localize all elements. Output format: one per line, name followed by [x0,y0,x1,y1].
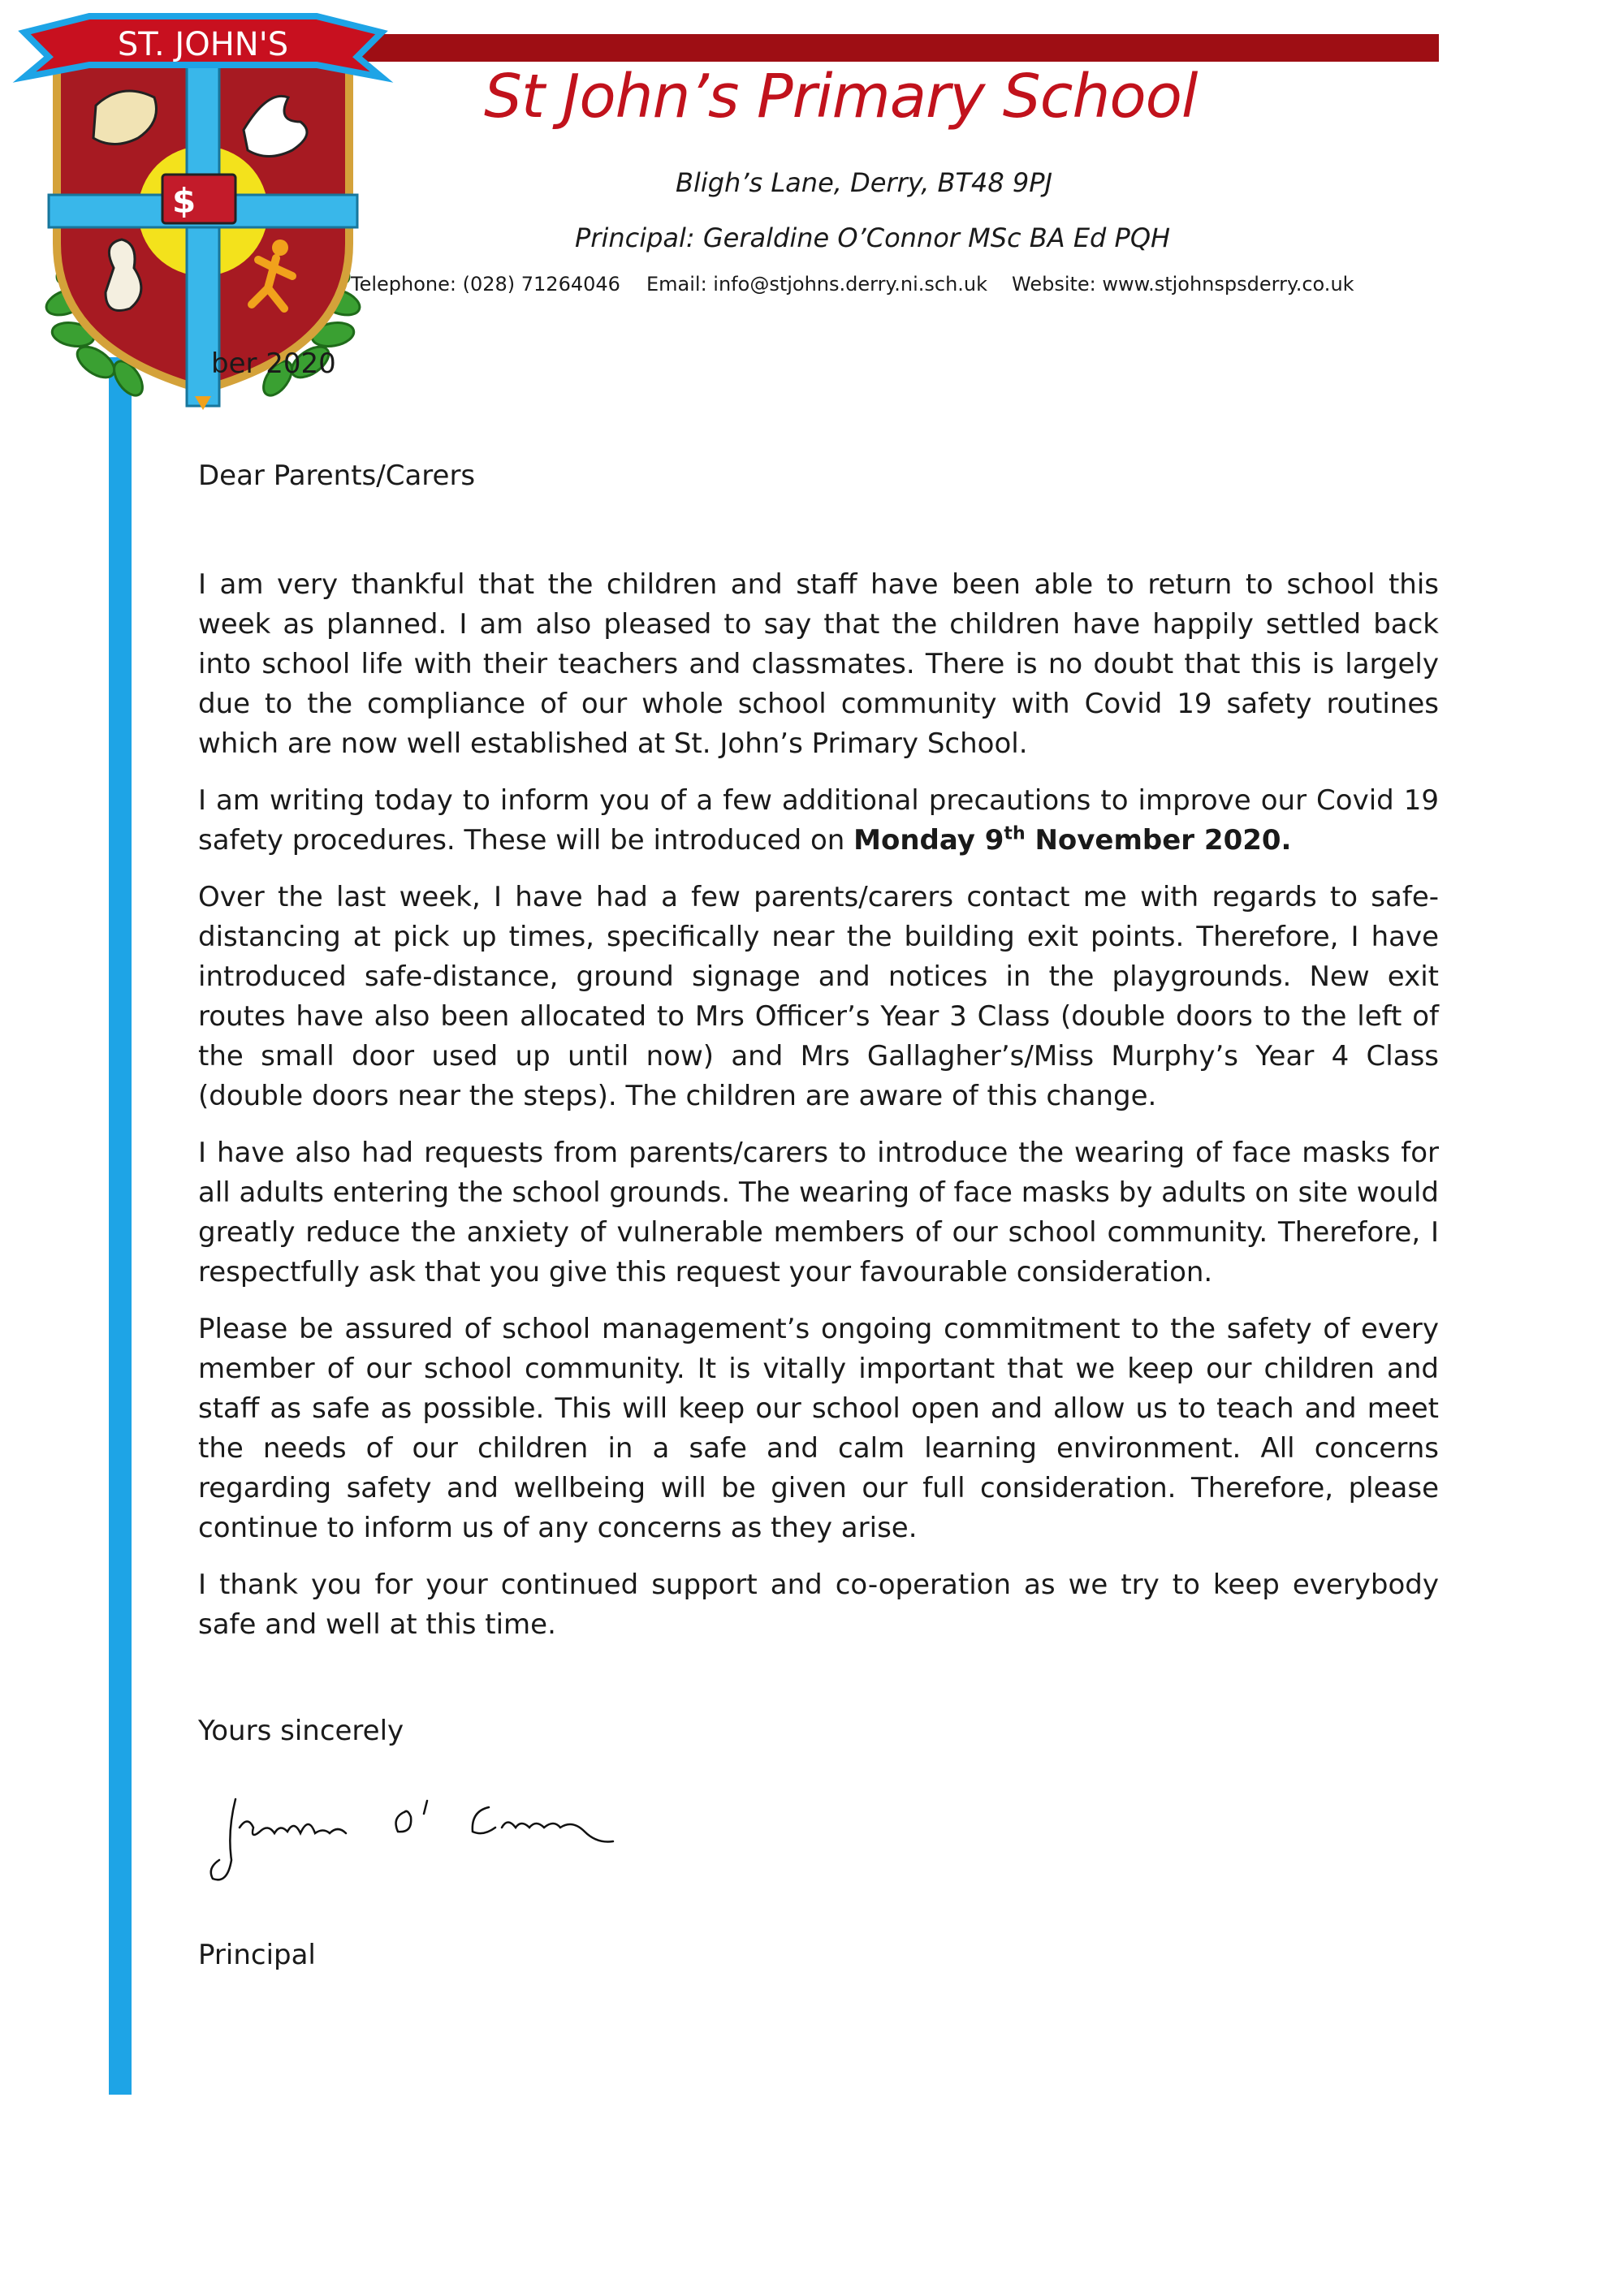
paragraph-6: I thank you for your continued support and co-operation as we try to keep everybody safe and well at this time. [198,1569,1439,1641]
letter-date: ber 2020 [211,347,336,380]
paragraph-precautions [198,781,1439,861]
school-name-title: St John’s Primary School [484,62,1198,132]
header-bar [325,34,1439,62]
principal-line: Principal: Geraldine O’Connor MSc BA Ed PQH [575,222,1171,253]
telephone-info: Telephone: (028) 71264046 [351,273,620,296]
precautions-date: Monday 9th November 2020. [853,823,1292,857]
paragraph-5: Please be assured of school management’s ongoing commitment to the safety of every member of our school community. It is vitally important that we keep our children and staff as safe as possible. This will keep our school open and allow us to teach and meet the needs of our children in a safe and calm learning environment. All concerns regarding safety and wellbeing will be given our full consideration. Therefore, please continue to inform us of any concerns as they arise. [198,1313,1439,1544]
side-accent-bar [109,357,132,2095]
signature-image [203,1783,625,1888]
paragraph-4: I have also had requests from parents/carers to introduce the wearing of face masks for all adults entering the school grounds. The wearing of face masks by adults on site would greatly reduce the anxiety of vulnerable members of our school community. Therefore, I respectfully ask that you give this request your favourable consideration. [198,1137,1439,1288]
school-crest-logo [0,0,406,422]
letter-body [198,565,1439,1662]
email-info: Email: info@stjohns.derry.ni.sch.uk [646,273,988,296]
closing: Yours sincerely [198,1715,404,1747]
precautions-lead: I am writing today to inform you of a few additional precautions to improve our Covid 19 safety procedures. These will be introduced on [198,784,1439,857]
signatory-role: Principal [198,1939,316,1971]
svg-text:$: $ [172,181,197,221]
website-info: Website: www.stjohnspsderry.co.uk [1012,273,1354,296]
salutation: Dear Parents/Carers [198,460,476,492]
school-address: Bligh’s Lane, Derry, BT48 9PJ [676,167,1053,198]
paragraph-3: Over the last week, I have had a few parents/carers contact me with regards to safe-distancing at pick up times, specifically near the building exit points. Therefore, I have introduced safe-distance, ground signage and notices in the playgrounds. New exit routes have also been allocated to Mrs Officer’s Year 3 Class (double doors to the left of the small door used up until now) and Mrs Gallagher’s/Miss Murphy’s Year 4 Class (double doors near the steps). The children are aware of this change. [198,881,1439,1112]
crest-banner-text: ST. JOHN'S [117,26,289,63]
paragraph-1: I am very thankful that the children and staff have been able to return to school this week as planned. I am also pleased to say that the children have happily settled back into school life with their teachers and classmates. There is no doubt that this is largely due to the compliance of our whole school community with Covid 19 safety routines which are now well established at St. John’s Primary School. [198,568,1439,760]
